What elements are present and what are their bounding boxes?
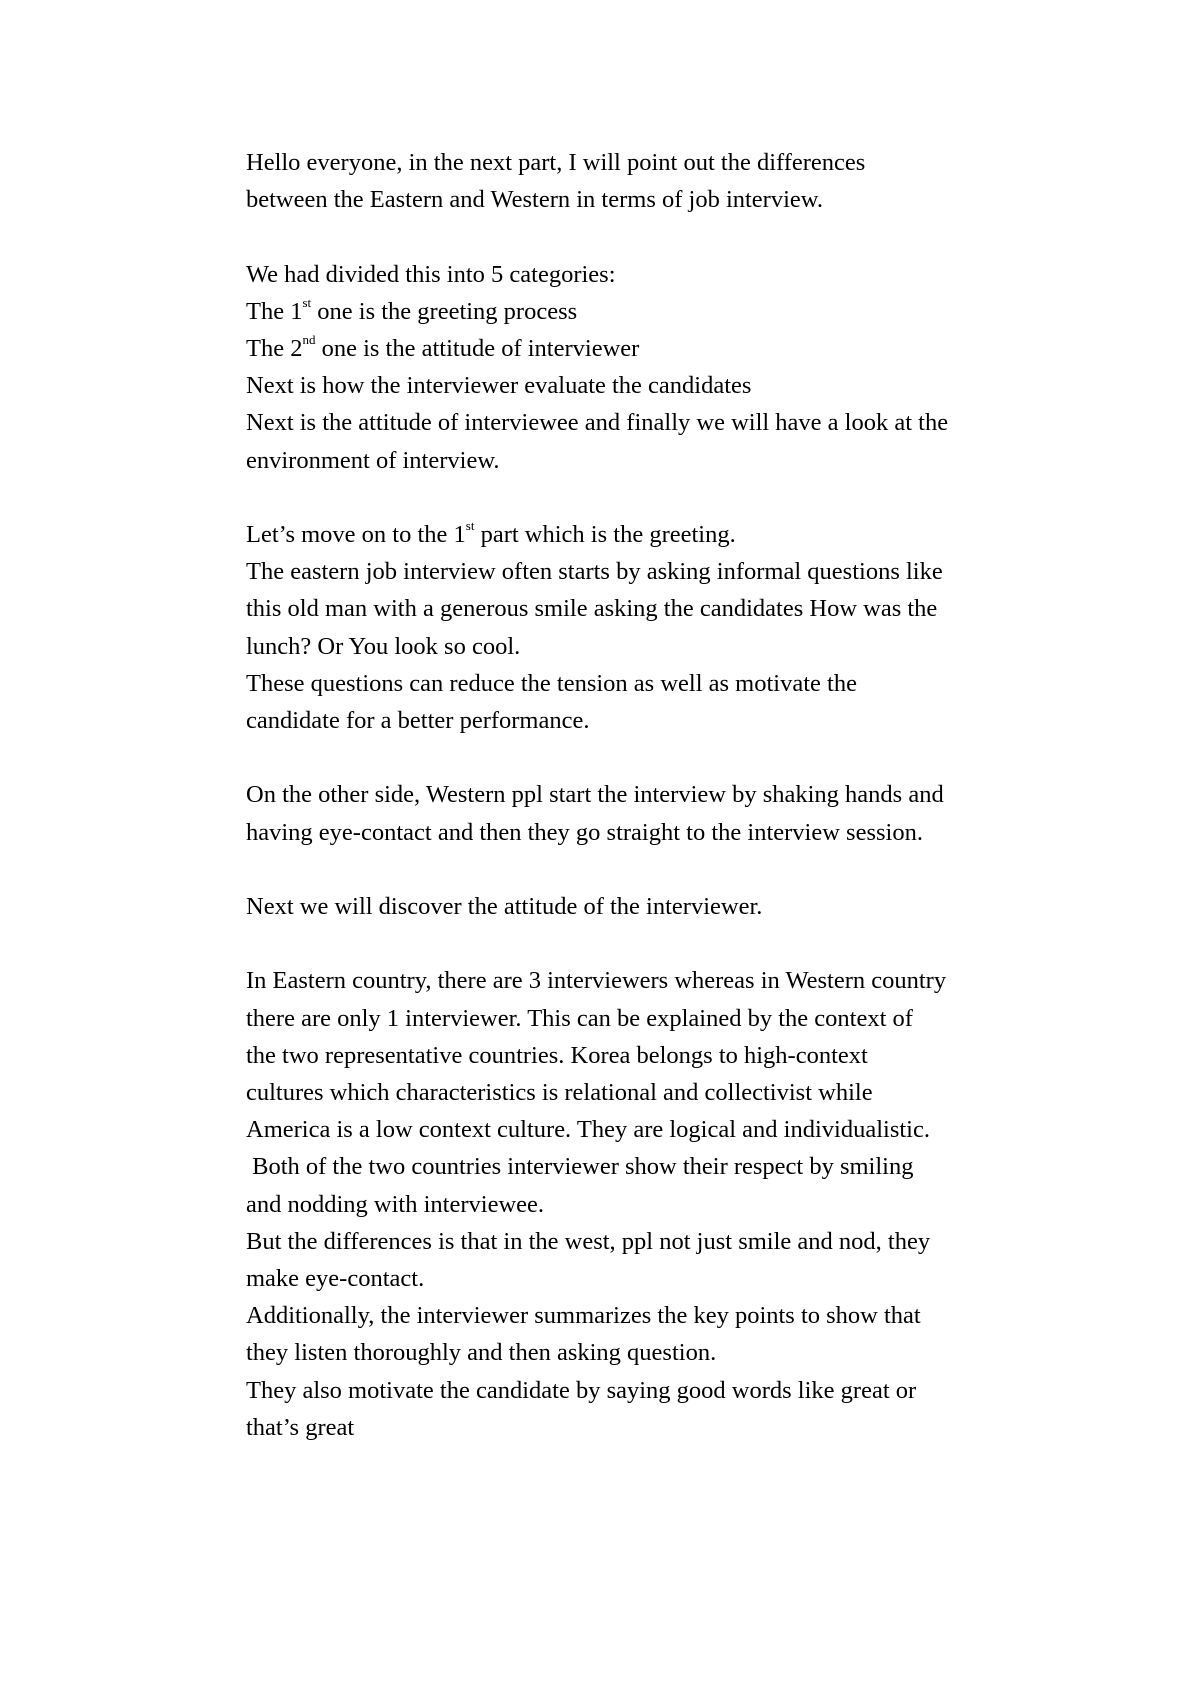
text-line: the two representative countries. Korea belongs to high-context (246, 1041, 868, 1069)
text-line: lunch? Or You look so cool. (246, 632, 521, 660)
text-line: The eastern job interview often starts by asking informal questions like (246, 558, 943, 586)
ordinal-suffix: nd (302, 331, 316, 347)
text-line: Next we will discover the attitude of the interviewer. (246, 893, 763, 920)
text-line: Both of the two countries interviewer show their respect by smiling (246, 1153, 914, 1181)
text-fragment: The 1 (246, 297, 303, 325)
text-fragment: Let’s move on to the 1 (246, 521, 466, 548)
text-line: These questions can reduce the tension as well as motivate the (246, 669, 857, 697)
text-fragment: one is the greeting process (311, 297, 578, 325)
text-fragment: one is the attitude of interviewer (315, 335, 640, 362)
document-body (246, 144, 1076, 1483)
text-line: they listen thoroughly and then asking question. (246, 1339, 717, 1367)
text-line: Hello everyone, in the next part, I will point out the differences (246, 149, 866, 176)
text-line: and nodding with interviewee. (246, 1190, 545, 1218)
text-line-first-category (246, 293, 1076, 330)
text-line: there are only 1 interviewer. This can be explained by the context of (246, 1004, 913, 1032)
text-line: environment of interview. (246, 446, 500, 474)
paragraph-categories (246, 256, 1076, 479)
text-line: cultures which characteristics is relational and collectivist while (246, 1079, 873, 1106)
text-line: On the other side, Western ppl start the interview by shaking hands and (246, 781, 944, 809)
text-line: America is a low context culture. They are logical and individualistic. (246, 1116, 930, 1144)
text-line: that’s great (246, 1413, 355, 1441)
text-line: Next is how the interviewer evaluate the candidates (246, 372, 752, 400)
text-line: In Eastern country, there are 3 interviewers whereas in Western country (246, 967, 947, 995)
paragraph-attitude-heading (246, 888, 1076, 925)
text-line: this old man with a generous smile asking the candidates How was the (246, 595, 938, 623)
ordinal-suffix: st (302, 294, 312, 310)
text-line: make eye-contact. (246, 1265, 425, 1293)
text-line-second-category (246, 330, 1076, 367)
text-line: But the differences is that in the west, ppl not just smile and nod, they (246, 1227, 931, 1255)
paragraph-intro (246, 144, 1076, 218)
paragraph-greeting (246, 516, 1076, 739)
paragraph-western-greeting (246, 776, 1076, 850)
paragraph-attitude (246, 962, 1076, 1446)
text-fragment: The 2 (246, 335, 303, 362)
text-line: Next is the attitude of interviewee and finally we will have a look at the (246, 409, 949, 437)
ordinal-suffix: st (465, 517, 475, 533)
text-line-greeting-intro (246, 516, 1076, 553)
text-line: between the Eastern and Western in terms of job interview. (246, 186, 823, 214)
text-line: having eye-contact and then they go straight to the interview session. (246, 818, 923, 846)
text-line: They also motivate the candidate by saying good words like great or (246, 1376, 917, 1404)
text-fragment: part which is the greeting. (474, 521, 736, 548)
text-line: We had divided this into 5 categories: (246, 260, 616, 288)
text-line: candidate for a better performance. (246, 707, 590, 735)
text-line: Additionally, the interviewer summarizes the key points to show that (246, 1302, 921, 1330)
